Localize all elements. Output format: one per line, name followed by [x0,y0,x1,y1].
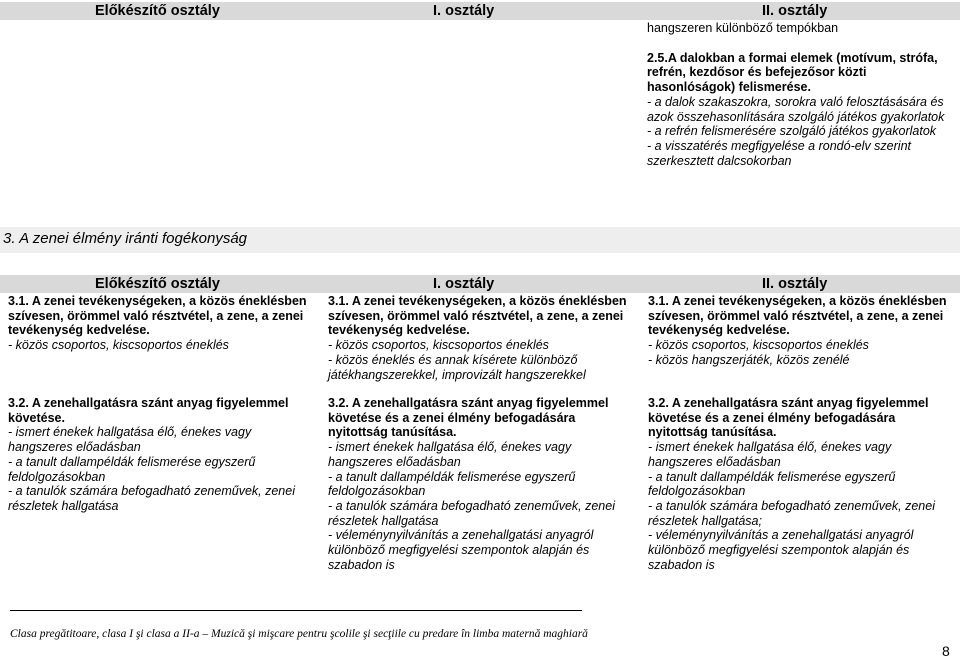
item-3-2: 3.2. A zenehallgatásra szánt anyag figyelemmel követése. [8,396,289,425]
item-3-1: 3.1. A zenei tevékenységeken, a közös éneklésben szívesen, örömmel való résztvétel, a zene, a zenei tevékenység kedvelése. [648,294,947,338]
page-number: 8 [942,643,950,659]
item-3-2: 3.2. A zenehallgatásra szánt anyag figyelemmel követése és a zenei élmény befogadására nyitottság tanúsítása. [328,396,609,440]
col-prep [8,294,308,353]
item-3-1: 3.1. A zenei tevékenységeken, a közös éneklésben szívesen, örömmel való résztvétel, a zene, a zenei tevékenység kedvelése. [8,294,307,338]
list-item: - a tanult dallampéldák felismerése egyszerű feldolgozásokban [328,469,576,499]
top-col3 [647,21,952,168]
list-item: - véleménynyilvánítás a zenehallgatási anyagról különböző megfigyelési szempontok alapján és szabadon is [328,528,594,572]
list-item: - ismert énekek hallgatása élő, énekes vagy hangszeres előadásban [8,425,252,455]
list-item: - a tanulók számára befogadható zeneművek, zenei részletek hallgatása; [648,498,935,528]
table-header-mid [0,275,960,293]
item-2-5: 2.5.A dalokban a formai elemek (motívum, strófa, refrén, kezdősor és befejezősor közti hasonlóságok) felismerése. [647,50,938,95]
col-prep-32 [8,396,313,514]
list-item: - a refrén felismerésére szolgáló játékos gyakorlatok [647,124,937,139]
item-3-2: 3.2. A zenehallgatásra szánt anyag figyelemmel követése és a zenei élmény befogadására nyitottság tanúsítása. [648,396,929,440]
list-item: - a tanult dallampéldák felismerése egyszerű feldolgozásokban [8,454,256,484]
list-item: - közös csoportos, kiscsoportos éneklés [8,338,229,353]
list-item: - a tanulók számára befogadható zeneművek, zenei részletek hallgatása [8,484,295,513]
list-item: - véleménynyilvánítás a zenehallgatási anyagról különböző megfigyelési szempontok alapján és szabadon is [648,528,914,572]
list-item: - a tanult dallampéldák felismerése egyszerű feldolgozásokban [648,469,896,499]
footnote: Clasa pregătitoare, clasa I şi clasa a II-a – Muzică şi mişcare pentru şcolile şi secţiile cu predare în limba maternă maghiară [10,628,588,640]
list-item: - a tanulók számára befogadható zeneművek, zenei részletek hallgatása [328,498,615,528]
top-col3-line1: hangszeren különböző tempókban [647,21,839,35]
section-3-title: 3. A zenei élmény iránti fogékonyság [3,230,248,247]
list-item: - közös hangszerjáték, közös zenélé [648,352,850,367]
header-prep: Előkészítő osztály [95,276,220,292]
col-second [648,294,953,368]
list-item: - ismert énekek hallgatása élő, énekes vagy hangszeres előadásban [648,440,892,469]
list-item: - közös csoportos, kiscsoportos éneklés [328,338,549,353]
header-first: I. osztály [433,276,495,292]
col-first-32 [328,396,633,572]
col-second-32 [648,396,953,572]
list-item: - közös csoportos, kiscsoportos éneklés [648,338,869,353]
list-item: - közös éneklés és annak kísérete különböző játékhangszerekkel, improvizált hangszerekkel [328,352,586,382]
section-3-title-bar [0,227,960,253]
header-prep: Előkészítő osztály [95,3,220,19]
col-first [328,294,633,382]
footnote-rule [10,610,582,611]
list-item: - ismert énekek hallgatása élő, énekes vagy hangszeres előadásban [328,440,572,469]
header-second: II. osztály [762,276,828,292]
header-first: I. osztály [433,3,495,19]
list-item: - a visszatérés megfigyelése a rondó-elv szerint szerkesztett dalcsokorban [647,138,912,168]
header-second: II. osztály [762,3,828,19]
item-3-1: 3.1. A zenei tevékenységeken, a közös éneklésben szívesen, örömmel való résztvétel, a zene, a zenei tevékenység kedvelése. [328,294,627,338]
list-item: - a dalok szakaszokra, sorokra való felosztásására és azok összehasonlítására szolgáló játékos gyakorlatok [647,94,945,124]
table-header-top [0,2,960,20]
